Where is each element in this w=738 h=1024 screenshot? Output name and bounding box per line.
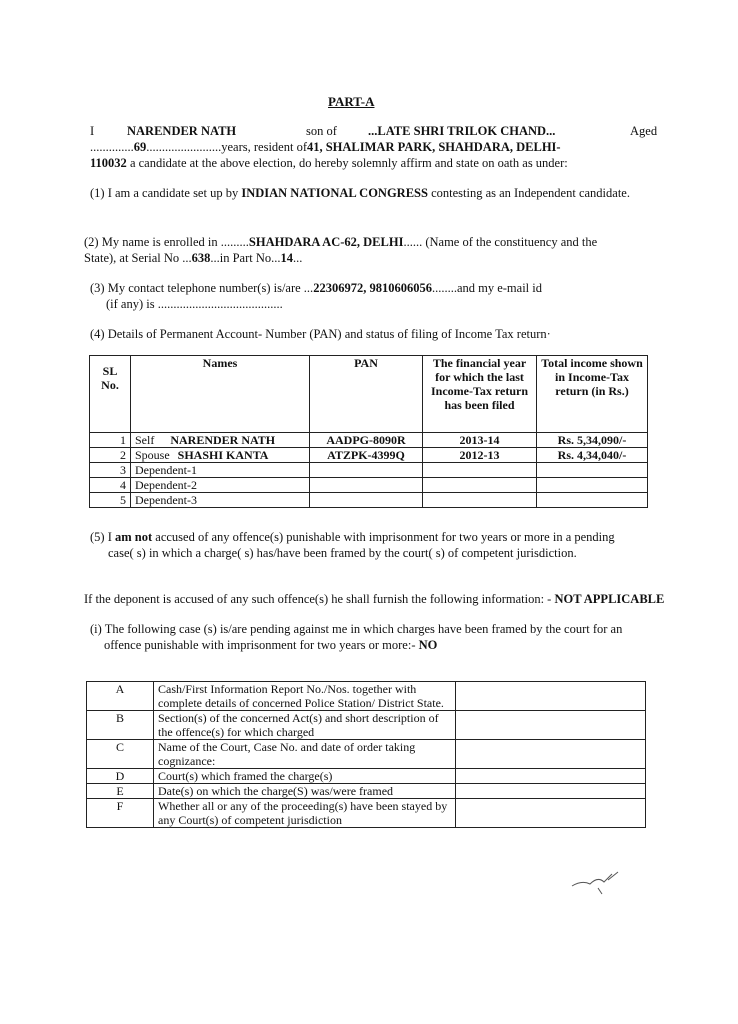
serial-no: 638 — [191, 251, 211, 265]
item-2-pre: (2) My name is enrolled in ......... — [84, 235, 249, 249]
header-pan: PAN — [310, 356, 423, 433]
income: Rs. 4,34,040/- — [537, 448, 648, 463]
table-row — [87, 799, 646, 828]
item-i-answer: NO — [418, 638, 438, 652]
relation: Spouse — [135, 448, 170, 462]
sl-no: 4 — [90, 478, 131, 493]
item-3-line-1 — [90, 281, 542, 296]
item-2-post: ...... (Name of the constituency and the — [403, 235, 598, 249]
item-1 — [90, 186, 630, 201]
row-key: D — [87, 769, 154, 784]
signature-mark — [568, 862, 628, 902]
relation: Dependent-2 — [131, 478, 310, 493]
item-i-text: offence punishable with imprisonment for two years or more:- — [104, 638, 419, 652]
row-key: E — [87, 784, 154, 799]
part-no: 14 — [280, 251, 294, 265]
item-5-post: accused of any offence(s) punishable with imprisonment for two years or more in a pending — [152, 530, 615, 544]
sl-no: 3 — [90, 463, 131, 478]
item-3-post: ........and my e-mail id — [431, 281, 542, 295]
party-name: INDIAN NATIONAL CONGRESS — [241, 186, 428, 200]
row-desc: Name of the Court, Case No. and date of order taking cognizance: — [154, 740, 456, 769]
relation: Dependent-3 — [131, 493, 310, 508]
sl-no: 1 — [90, 433, 131, 448]
row-desc: Section(s) of the concerned Act(s) and short description of the offence(s) for which charged — [154, 711, 456, 740]
item-3-pre: (3) My contact telephone number(s) is/are ... — [90, 281, 314, 295]
row-key: A — [87, 682, 154, 711]
pan-value — [310, 493, 423, 508]
pan-value: ATZPK-4399Q — [310, 448, 423, 463]
pan-value: AADPG-8090R — [310, 433, 423, 448]
deponent-text: If the deponent is accused of any such offence(s) he shall furnish the following information: - — [84, 592, 555, 606]
item-2-line-2 — [84, 251, 302, 266]
address-value: 41, SHALIMAR PARK, SHAHDARA, DELHI- — [306, 140, 561, 154]
pan-value — [310, 478, 423, 493]
deponent-line — [84, 592, 664, 607]
item-1-pre: (1) I am a candidate set up by — [90, 186, 242, 200]
item-1-post: contesting as an Independent candidate. — [427, 186, 630, 200]
row-desc: Cash/First Information Report No./Nos. together with complete details of concerned Police Station/ District State. — [154, 682, 456, 711]
item-4: (4) Details of Permanent Account- Number (PAN) and status of filing of Income Tax return· — [90, 327, 551, 341]
pin-code: 110032 — [90, 156, 127, 170]
item-3-line-2: (if any) is ........................................ — [106, 297, 283, 311]
member-name-cell — [131, 433, 310, 448]
item-2-line-1 — [84, 235, 597, 250]
pan-value — [310, 463, 423, 478]
row-value — [456, 769, 646, 784]
income: Rs. 5,34,090/- — [537, 433, 648, 448]
intro-rest: a candidate at the above election, do hereby solemnly affirm and state on oath as under: — [126, 156, 568, 170]
fin-year: 2013-14 — [423, 433, 537, 448]
age-dots-post: ........................years, resident of — [146, 140, 307, 154]
case-table — [86, 681, 646, 828]
intro-line-2 — [90, 140, 561, 155]
income — [537, 478, 648, 493]
item-5-bold: am not — [115, 530, 153, 544]
row-value — [456, 711, 646, 740]
row-value — [456, 784, 646, 799]
relation: Dependent-1 — [131, 463, 310, 478]
item-2-serial-pre: State), at Serial No ... — [84, 251, 192, 265]
item-5-line-2: case( s) in which a charge( s) has/have been framed by the court( s) of competent jurisdiction. — [108, 546, 577, 560]
member-name: NARENDER NATH — [170, 433, 276, 447]
header-total-income: Total income shown in Income-Tax return (in Rs.) — [537, 356, 648, 433]
row-key: C — [87, 740, 154, 769]
item-5-pre: (5) I — [90, 530, 115, 544]
header-fin-year: The financial year for which the last Income-Tax return has been filed — [423, 356, 537, 433]
income — [537, 493, 648, 508]
income — [537, 463, 648, 478]
fin-year — [423, 478, 537, 493]
row-desc: Whether all or any of the proceeding(s) have been stayed by any Court(s) of competent jurisdiction — [154, 799, 456, 828]
table-row — [87, 740, 646, 769]
sl-no: 5 — [90, 493, 131, 508]
not-applicable: NOT APPLICABLE — [554, 592, 665, 606]
header-names: Names — [131, 356, 310, 433]
table-row — [90, 433, 648, 448]
fin-year — [423, 493, 537, 508]
item-5-line-1 — [90, 530, 615, 545]
row-desc: Date(s) on which the charge(S) was/were framed — [154, 784, 456, 799]
row-key: B — [87, 711, 154, 740]
table-row — [87, 784, 646, 799]
candidate-name: NARENDER NATH — [127, 124, 237, 138]
table-row — [87, 769, 646, 784]
row-value — [456, 799, 646, 828]
age-dots-pre: .............. — [90, 140, 134, 154]
row-value — [456, 682, 646, 711]
relation: Self — [135, 433, 155, 447]
member-name: SHASHI KANTA — [177, 448, 269, 462]
table-row — [87, 711, 646, 740]
row-value — [456, 740, 646, 769]
page-title: PART-A — [328, 94, 375, 109]
intro-i: I — [90, 124, 95, 138]
intro-line-3 — [90, 156, 568, 171]
table-row — [90, 463, 648, 478]
member-name-cell — [131, 448, 310, 463]
intro-son-of: son of — [306, 124, 337, 138]
row-desc: Court(s) which framed the charge(s) — [154, 769, 456, 784]
table-row — [90, 493, 648, 508]
father-name: ...LATE SHRI TRILOK CHAND... — [368, 124, 556, 138]
fin-year — [423, 463, 537, 478]
item-i-line-1: (i) The following case (s) is/are pending against me in which charges have been framed by the court for an — [90, 622, 623, 636]
table-row — [90, 478, 648, 493]
intro-line-1 — [90, 124, 658, 139]
header-sl: SL No. — [90, 356, 131, 433]
table-row — [90, 448, 648, 463]
item-2-part-pre: ...in Part No... — [210, 251, 281, 265]
constituency: SHAHDARA AC-62, DELHI — [248, 235, 404, 249]
sl-no: 2 — [90, 448, 131, 463]
fin-year: 2012-13 — [423, 448, 537, 463]
intro-aged: Aged — [630, 124, 658, 138]
table-row — [87, 682, 646, 711]
pan-table-header — [90, 356, 648, 433]
row-key: F — [87, 799, 154, 828]
item-2-tail: ... — [293, 251, 303, 265]
item-i-line-2 — [104, 638, 437, 653]
age-value: 69 — [133, 140, 147, 154]
phone-numbers: 22306972, 9810606056 — [313, 281, 432, 295]
pan-table — [89, 355, 648, 508]
